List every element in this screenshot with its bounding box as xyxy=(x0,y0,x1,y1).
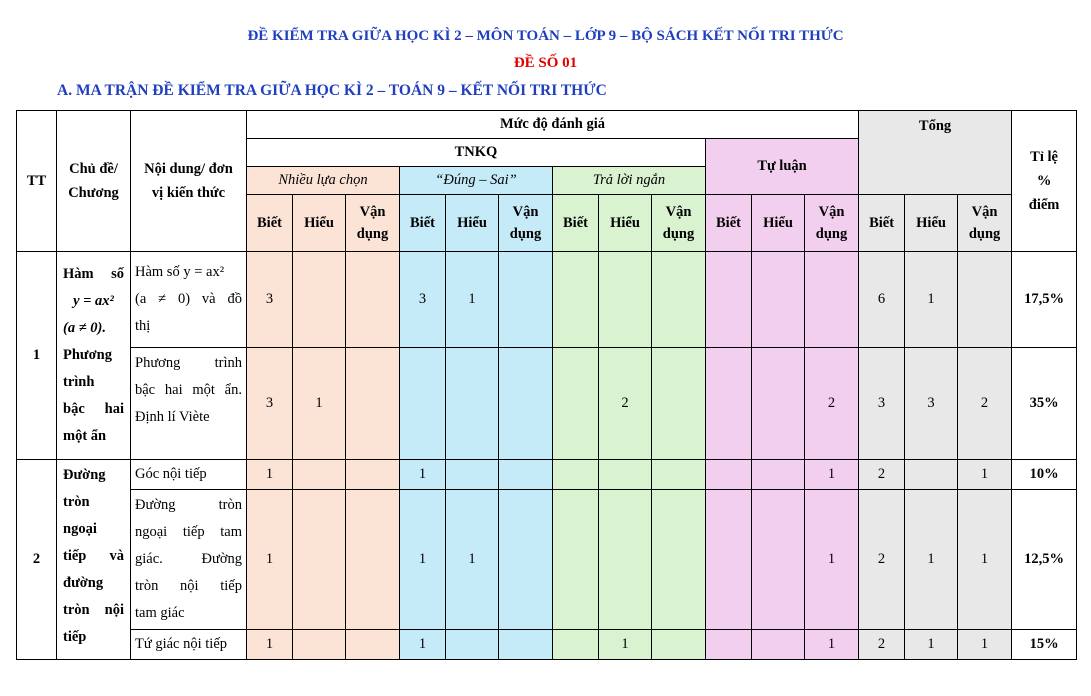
topic-line: trình xyxy=(63,374,95,390)
cell-total-biet: 6 xyxy=(859,252,905,348)
cell-total-biet: 3 xyxy=(859,348,905,460)
cell-total-hieu xyxy=(905,460,958,490)
content-line: Định lí Viète xyxy=(135,409,210,425)
row-content xyxy=(131,252,247,348)
cell-short-biet xyxy=(553,252,599,348)
topic-line: một ẩn xyxy=(63,428,107,444)
row-content xyxy=(131,348,247,460)
content-line: bậc hai một ẩn. xyxy=(135,382,242,398)
cell-ratio: 12,5% xyxy=(1012,490,1077,630)
header-biet: Biết xyxy=(706,195,752,252)
table-row xyxy=(17,490,1077,630)
cell-essay-biet xyxy=(706,630,752,660)
header-ratio-line: % xyxy=(1036,172,1052,189)
cell-total-vandung xyxy=(958,252,1012,348)
row-content xyxy=(131,490,247,630)
header-biet: Biết xyxy=(553,195,599,252)
table-row xyxy=(17,348,1077,460)
cell-tf-hieu: 1 xyxy=(446,252,499,348)
topic-line: đường xyxy=(63,575,104,591)
cell-tf-biet: 3 xyxy=(400,252,446,348)
cell-mcq-hieu: 1 xyxy=(293,348,346,460)
cell-ratio: 10% xyxy=(1012,460,1077,490)
cell-short-hieu xyxy=(599,460,652,490)
content-line: giác. Đường xyxy=(135,551,242,567)
cell-short-hieu xyxy=(599,252,652,348)
topic-line: Hàm số xyxy=(63,266,124,282)
topic-line: tiếp xyxy=(63,629,87,645)
vandung-line: dụng xyxy=(509,226,542,242)
header-level: Mức độ đánh giá xyxy=(247,111,859,139)
header-row-1 xyxy=(17,111,1077,139)
cell-tf-biet xyxy=(400,348,446,460)
cell-essay-hieu xyxy=(752,630,805,660)
cell-total-biet: 2 xyxy=(859,630,905,660)
cell-mcq-vandung xyxy=(346,630,400,660)
cell-tf-biet: 1 xyxy=(400,630,446,660)
cell-tf-hieu xyxy=(446,630,499,660)
row-tt: 2 xyxy=(17,460,57,660)
content-line: Hàm số y = ax² xyxy=(135,264,225,280)
content-line: tam giác xyxy=(135,605,185,621)
topic-line: ngoại xyxy=(63,521,97,537)
header-hieu: Hiểu xyxy=(905,195,958,252)
cell-total-hieu: 1 xyxy=(905,252,958,348)
document-title: ĐỀ KIỂM TRA GIỮA HỌC KÌ 2 – MÔN TOÁN – LỚP 9 – BỘ SÁCH KẾT NỐI TRI THỨC xyxy=(247,28,844,44)
topic-line: (a ≠ 0). xyxy=(63,320,106,336)
header-hieu: Hiểu xyxy=(446,195,499,252)
cell-short-biet xyxy=(553,348,599,460)
header-mcq: Nhiều lựa chọn xyxy=(247,167,400,195)
vandung-line: Vận xyxy=(359,203,386,220)
cell-total-vandung: 1 xyxy=(958,460,1012,490)
cell-tf-hieu xyxy=(446,348,499,460)
topic-line: tròn xyxy=(63,494,90,510)
header-ratio xyxy=(1012,111,1077,252)
cell-essay-hieu xyxy=(752,490,805,630)
header-topic-line: Chủ đề/ xyxy=(69,160,118,177)
header-vandung xyxy=(958,195,1012,252)
vandung-line: Vận xyxy=(512,203,539,220)
row-content: Góc nội tiếp xyxy=(131,460,247,490)
cell-mcq-hieu xyxy=(293,490,346,630)
cell-essay-hieu xyxy=(752,348,805,460)
cell-essay-vandung: 2 xyxy=(805,348,859,460)
header-biet: Biết xyxy=(247,195,293,252)
vandung-line: dụng xyxy=(968,226,1001,242)
content-line: Đường tròn xyxy=(135,497,242,513)
vandung-line: Vận xyxy=(665,203,692,220)
cell-mcq-biet: 1 xyxy=(247,630,293,660)
cell-tf-vandung xyxy=(499,630,553,660)
cell-mcq-vandung xyxy=(346,252,400,348)
cell-total-hieu: 1 xyxy=(905,490,958,630)
row-tt: 1 xyxy=(17,252,57,460)
content-line: Phương trình xyxy=(135,355,242,371)
table-row xyxy=(17,630,1077,660)
topic-line: Phương xyxy=(63,347,112,363)
table-row xyxy=(17,460,1077,490)
cell-mcq-biet: 3 xyxy=(247,252,293,348)
header-tuluan: Tự luận xyxy=(706,139,859,195)
table-row xyxy=(17,252,1077,348)
assessment-matrix-table xyxy=(16,110,1077,660)
cell-mcq-vandung xyxy=(346,490,400,630)
header-topic-line: Chương xyxy=(68,185,119,201)
cell-essay-biet xyxy=(706,460,752,490)
row-topic xyxy=(57,252,131,460)
cell-essay-vandung: 1 xyxy=(805,490,859,630)
cell-essay-biet xyxy=(706,348,752,460)
cell-short-hieu xyxy=(599,490,652,630)
header-vandung xyxy=(805,195,859,252)
header-truefalse: “Đúng – Sai” xyxy=(400,167,553,195)
cell-essay-vandung: 1 xyxy=(805,460,859,490)
topic-line: Đường xyxy=(63,467,106,483)
cell-essay-hieu xyxy=(752,252,805,348)
cell-ratio: 35% xyxy=(1012,348,1077,460)
cell-total-vandung: 1 xyxy=(958,490,1012,630)
cell-total-biet: 2 xyxy=(859,490,905,630)
header-vandung xyxy=(652,195,706,252)
header-biet: Biết xyxy=(859,195,905,252)
content-line: ngoại tiếp tam xyxy=(135,524,242,540)
cell-total-vandung: 1 xyxy=(958,630,1012,660)
cell-short-biet xyxy=(553,630,599,660)
vandung-line: Vận xyxy=(971,203,998,220)
cell-mcq-hieu xyxy=(293,630,346,660)
exam-number: ĐỀ SỐ 01 xyxy=(513,55,578,71)
vandung-line: dụng xyxy=(356,226,389,242)
header-content xyxy=(131,111,247,252)
section-title: A. MA TRẬN ĐỀ KIỂM TRA GIỮA HỌC KÌ 2 – TOÁN 9 – KẾT NỐI TRI THỨC xyxy=(57,82,607,99)
vandung-line: dụng xyxy=(662,226,695,242)
cell-total-vandung: 2 xyxy=(958,348,1012,460)
header-tnkq: TNKQ xyxy=(247,139,706,167)
cell-total-hieu: 1 xyxy=(905,630,958,660)
content-line: tròn nội tiếp xyxy=(135,578,242,594)
header-short: Trả lời ngắn xyxy=(553,167,706,195)
header-vandung xyxy=(346,195,400,252)
cell-short-hieu: 2 xyxy=(599,348,652,460)
content-line: (a ≠ 0) và đồ xyxy=(135,291,242,307)
header-ratio-line: Tỉ lệ xyxy=(1030,148,1058,165)
cell-mcq-hieu xyxy=(293,252,346,348)
cell-tf-hieu: 1 xyxy=(446,490,499,630)
cell-tf-vandung xyxy=(499,460,553,490)
cell-short-vandung xyxy=(652,460,706,490)
vandung-line: dụng xyxy=(815,226,848,242)
header-hieu: Hiểu xyxy=(599,195,652,252)
cell-short-vandung xyxy=(652,630,706,660)
header-topic xyxy=(57,111,131,252)
cell-ratio: 17,5% xyxy=(1012,252,1077,348)
row-content: Tứ giác nội tiếp xyxy=(131,630,247,660)
cell-ratio: 15% xyxy=(1012,630,1077,660)
header-biet: Biết xyxy=(400,195,446,252)
content-line: thị xyxy=(135,318,151,334)
cell-mcq-biet: 1 xyxy=(247,490,293,630)
cell-essay-hieu xyxy=(752,460,805,490)
cell-essay-vandung: 1 xyxy=(805,630,859,660)
cell-mcq-hieu xyxy=(293,460,346,490)
row-topic xyxy=(57,460,131,660)
cell-tf-hieu xyxy=(446,460,499,490)
topic-line: tiếp và xyxy=(63,548,124,564)
header-tong: Tổng xyxy=(859,111,1012,195)
header-content-line: vị kiến thức xyxy=(151,185,226,201)
header-hieu: Hiểu xyxy=(752,195,805,252)
topic-line: bậc hai xyxy=(63,401,124,417)
vandung-line: Vận xyxy=(818,203,845,220)
cell-mcq-biet: 3 xyxy=(247,348,293,460)
cell-short-biet xyxy=(553,460,599,490)
cell-total-biet: 2 xyxy=(859,460,905,490)
cell-mcq-vandung xyxy=(346,460,400,490)
topic-line: y = ax² xyxy=(73,293,114,309)
topic-line: tròn nội xyxy=(63,602,124,618)
header-content-line: Nội dung/ đơn xyxy=(144,160,233,177)
cell-mcq-biet: 1 xyxy=(247,460,293,490)
cell-essay-biet xyxy=(706,252,752,348)
header-tt: TT xyxy=(17,111,57,252)
cell-short-hieu: 1 xyxy=(599,630,652,660)
header-ratio-line: điểm xyxy=(1028,197,1060,214)
cell-mcq-vandung xyxy=(346,348,400,460)
cell-tf-vandung xyxy=(499,252,553,348)
cell-short-biet xyxy=(553,490,599,630)
cell-short-vandung xyxy=(652,252,706,348)
cell-tf-vandung xyxy=(499,348,553,460)
cell-tf-vandung xyxy=(499,490,553,630)
header-vandung xyxy=(499,195,553,252)
cell-short-vandung xyxy=(652,490,706,630)
cell-total-hieu: 3 xyxy=(905,348,958,460)
cell-essay-vandung xyxy=(805,252,859,348)
header-hieu: Hiểu xyxy=(293,195,346,252)
cell-essay-biet xyxy=(706,490,752,630)
cell-tf-biet: 1 xyxy=(400,460,446,490)
cell-tf-biet: 1 xyxy=(400,490,446,630)
cell-short-vandung xyxy=(652,348,706,460)
